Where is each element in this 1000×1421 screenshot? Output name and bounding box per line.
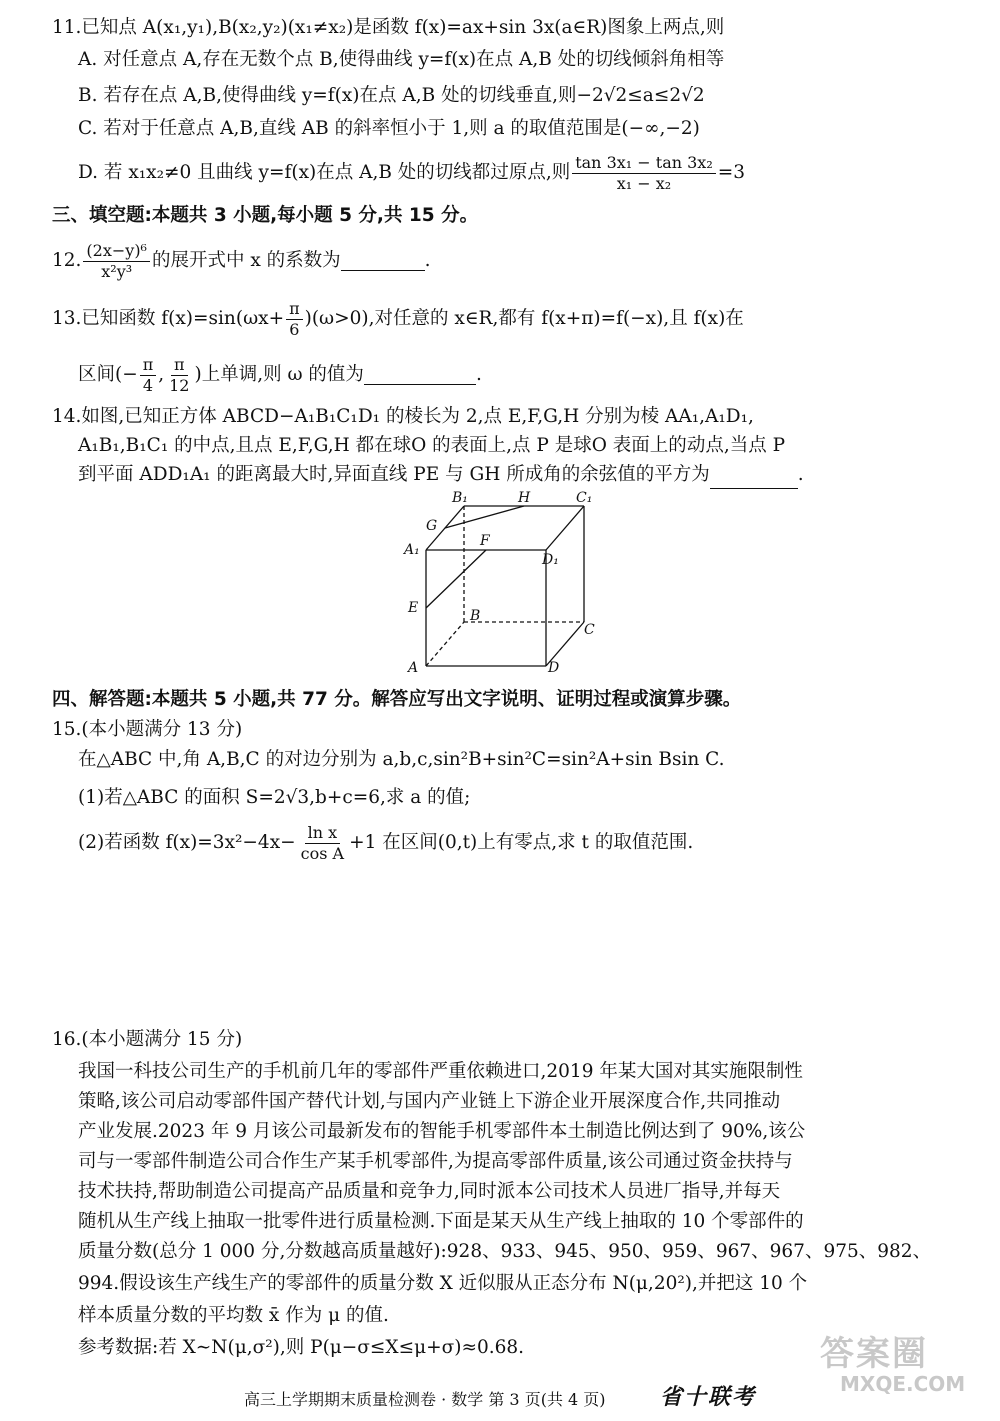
q13-stem-start: 13.已知函数 f(x)=sin <box>52 308 236 329</box>
q11-d-result: =3 <box>717 162 746 183</box>
watermark-url: MXQE.COM <box>840 1372 966 1396</box>
q11-option-c: C. 若对于任意点 A,B,直线 AB 的斜率恒小于 1,则 a 的取值范围是(−∞,−2) <box>78 118 700 139</box>
q14-end: . <box>797 464 804 485</box>
q12-numerator: (2x−y)⁶ <box>83 242 150 262</box>
edge-a-b-hidden <box>426 622 464 666</box>
q11-option-b: B. 若存在点 A,B,使得曲线 y=f(x)在点 A,B 处的切线垂直,则−2√2≤a≤2√2 <box>78 85 705 106</box>
q15-part2-end: +1 在区间(0,t)上有零点,求 t 的取值范围. <box>349 832 694 853</box>
q11-option-d <box>78 150 745 196</box>
q13-frac1-denominator: 6 <box>289 319 300 339</box>
q13-frac3-denominator: 12 <box>169 375 190 395</box>
label-c1: C₁ <box>576 490 593 506</box>
label-h: H <box>518 490 531 506</box>
q11-option-a: A. 对任意点 A,存在无数个点 B,使得曲线 y=f(x)在点 A,B 处的切线倾斜角相等 <box>78 49 725 70</box>
q13-question-text: )上单调,则 ω 的值为 <box>194 364 364 385</box>
q14-line2: A₁B₁,B₁C₁ 的中点,且点 E,F,G,H 都在球O 的表面上,点 P 是球O 表面上的动点,当点 P <box>78 435 786 456</box>
segment-gh <box>445 506 524 528</box>
label-a1: A₁ <box>404 542 420 558</box>
q16-line: 994.假设该生产线生产的零部件的质量分数 X 近似服从正态分布 N(μ,20²),并把这 10 个 <box>78 1273 808 1294</box>
q13-frac3-numerator: π <box>171 356 188 376</box>
label-e: E <box>408 600 419 616</box>
label-d1: D₁ <box>542 552 559 568</box>
q13-line2 <box>78 350 482 400</box>
q13-stem-end: (ω>0),对任意的 x∈R,都有 f(x+π)=f(−x),且 f(x)在 <box>311 308 744 329</box>
section4-heading: 四、解答题:本题共 5 小题,共 77 分。解答应写出文字说明、证明过程或演算步骤。 <box>52 689 742 710</box>
watermark-logo: 答案圈 <box>820 1334 928 1374</box>
brand-logo: 省十联考 <box>660 1385 757 1410</box>
q12-fraction <box>83 242 150 281</box>
q12-end: . <box>424 250 431 271</box>
q16-line: 策略,该公司启动零部件国产替代计划,与国内产业链上下游企业开展深度合作,共同推动 <box>78 1091 781 1112</box>
q16-line: 产业发展.2023 年 9 月该公司最新发布的智能手机零部件本土制造比例达到了 90%,该公 <box>78 1121 806 1142</box>
q16-title: 16.(本小题满分 15 分) <box>52 1029 243 1050</box>
q16-line: 技术扶持,帮助制造公司提高产品质量和竞争力,同时派本公司技术人员进厂指导,并每天 <box>78 1181 781 1202</box>
q11-d-fraction <box>572 154 716 193</box>
label-f: F <box>480 533 490 549</box>
q14-question-text: 到平面 ADD₁A₁ 的距离最大时,异面直线 PE 与 GH 所成角的余弦值的平方为 <box>78 464 710 485</box>
q11-stem: 11.已知点 A(x₁,y₁),B(x₂,y₂)(x₁≠x₂)是函数 f(x)=ax+sin 3x(a∈R)图象上两点,则 <box>52 17 725 38</box>
q13-paren-close: ) <box>304 308 312 329</box>
q15-stem: 在△ABC 中,角 A,B,C 的对边分别为 a,b,c,sin²B+sin²C=sin²A+sin Bsin C. <box>78 749 725 770</box>
label-b1: B₁ <box>452 490 468 506</box>
q15-part2-numerator: ln x <box>305 824 341 844</box>
q13-paren-open: (ωx+ <box>235 308 285 329</box>
label-g: G <box>426 518 438 534</box>
cube-edges <box>426 506 584 666</box>
q16-line: 样本质量分数的平均数 x̄ 作为 μ 的值. <box>78 1305 389 1326</box>
q13-frac2-numerator: π <box>140 356 157 376</box>
q15-part2-denominator: cos A <box>300 843 345 863</box>
q12 <box>52 236 431 286</box>
q16-line: 司与一零部件制造公司合作生产某手机零部件,为提高零部件质量,该公司通过资金扶持与 <box>78 1151 793 1172</box>
q12-denominator: x²y³ <box>101 261 133 281</box>
q16-line: 我国一科技公司生产的手机前几年的零部件严重依赖进口,2019 年某大国对其实施限制性 <box>78 1061 803 1082</box>
page-footer: 高三上学期期末质量检测卷 · 数学 第 3 页(共 4 页) <box>244 1390 606 1409</box>
q15-part1: (1)若△ABC 的面积 S=2√3,b+c=6,求 a 的值; <box>78 787 471 808</box>
edge-d1-c1 <box>546 506 584 550</box>
q13-frac2-denominator: 4 <box>142 375 154 395</box>
segment-ef <box>426 550 486 608</box>
q12-text: 的展开式中 x 的系数为 <box>151 250 341 271</box>
q13-pi-over-6 <box>286 300 303 339</box>
q12-number: 12. <box>52 250 82 271</box>
label-b: B <box>470 608 481 624</box>
q15-title: 15.(本小题满分 13 分) <box>52 719 243 740</box>
q13-pi-over-4 <box>140 356 157 395</box>
q13-interval-comma: , <box>158 364 165 385</box>
q16-reference: 参考数据:若 X∼N(μ,σ²),则 P(μ−σ≤X≤μ+σ)≈0.68. <box>78 1337 525 1358</box>
q11-d-denominator: x₁ − x₂ <box>616 173 672 193</box>
q11-d-text: D. 若 x₁x₂≠0 且曲线 y=f(x)在点 A,B 处的切线都过原点,则 <box>78 162 571 183</box>
q13-frac1-numerator: π <box>286 300 303 320</box>
q12-answer-blank <box>341 252 425 271</box>
q16-line: 随机从生产线上抽取一批零件进行质量检测.下面是某天从生产线上抽取的 10 个零部件的 <box>78 1211 804 1232</box>
q15-part2 <box>78 818 693 868</box>
cube-figure <box>396 488 606 678</box>
label-d: D <box>548 660 560 676</box>
q15-part2-fraction <box>298 824 347 863</box>
q13-interval-start: 区间(− <box>78 364 138 385</box>
section3-heading: 三、填空题:本题共 3 小题,每小题 5 分,共 15 分。 <box>52 205 479 226</box>
label-c: C <box>584 622 595 638</box>
label-a: A <box>408 660 419 676</box>
q16-line: 质量分数(总分 1 000 分,分数越高质量越好):928、933、945、950、959、967、967、975、982、 <box>78 1241 932 1262</box>
q14-line3 <box>78 461 804 489</box>
q13-answer-blank <box>364 366 476 385</box>
q13-line1 <box>52 294 744 344</box>
q15-part2-start: (2)若函数 f(x)=3x²−4x− <box>78 832 296 853</box>
q11-d-numerator: tan 3x₁ − tan 3x₂ <box>572 154 716 174</box>
cube-labels <box>402 490 595 676</box>
q13-pi-over-12 <box>166 356 192 395</box>
q14-line1: 14.如图,已知正方体 ABCD−A₁B₁C₁D₁ 的棱长为 2,点 E,F,G,H 分别为棱 AA₁,A₁D₁, <box>52 406 754 427</box>
q14-answer-blank <box>710 470 798 489</box>
q13-end: . <box>475 364 482 385</box>
